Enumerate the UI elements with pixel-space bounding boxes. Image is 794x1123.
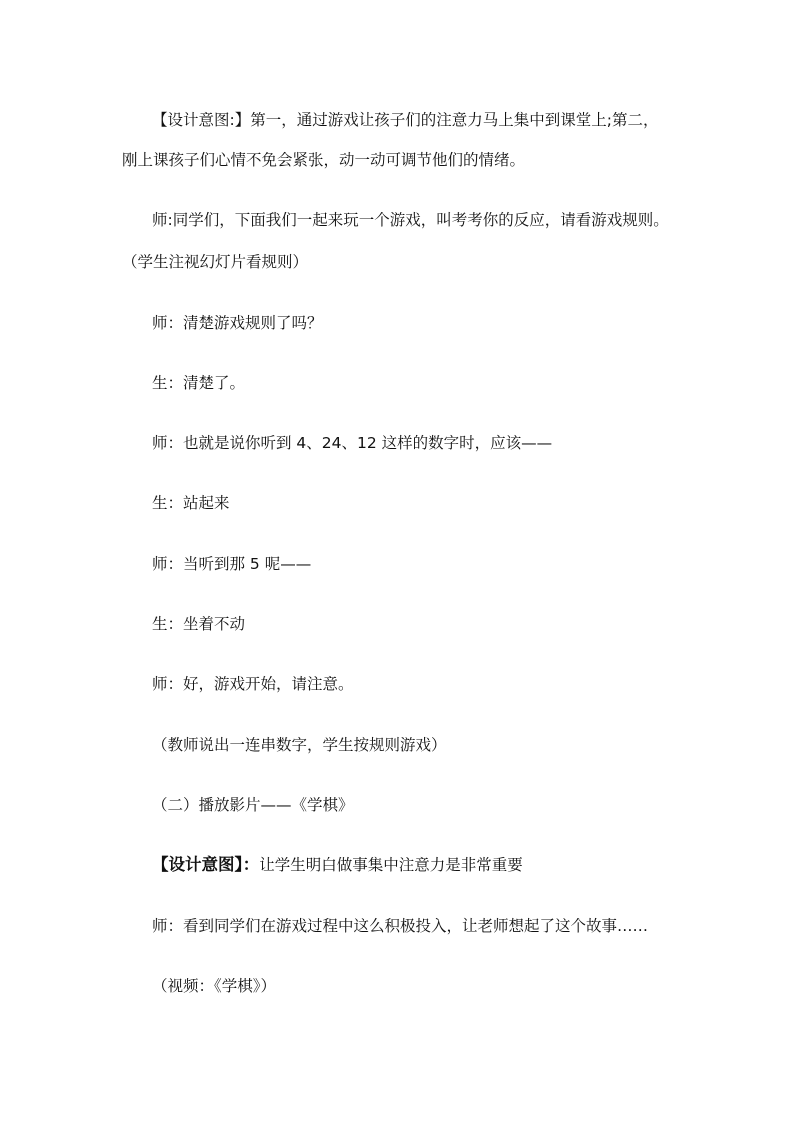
paragraph-design-intent-1: 【设计意图:】第一，通过游戏让孩子们的注意力马上集中到课堂上;第二，	[152, 111, 659, 129]
paragraph-student-answer: 生：清楚了。	[152, 374, 246, 392]
paragraph-teacher-numbers: 师：也就是说你听到 4、24、12 这样的数字时，应该——	[152, 434, 553, 452]
paragraph-teacher-story: 师：看到同学们在游戏过程中这么积极投入，让老师想起了这个故事……	[152, 917, 649, 935]
paragraph-teacher-five: 师：当听到那 5 呢——	[152, 555, 312, 573]
paragraph-design-intent-2	[152, 855, 523, 875]
paragraph-student-sit: 生：坐着不动	[152, 615, 246, 633]
paragraph-teacher-ask: 师：清楚游戏规则了吗？	[152, 314, 323, 332]
design-intent-text: 让学生明白做事集中注意力是非常重要	[259, 856, 523, 874]
paragraph-teacher-intro: 师:同学们，下面我们一起来玩一个游戏，叫考考你的反应，请看游戏规则。	[152, 211, 669, 229]
paragraph-design-intent-1-cont: 刚上课孩子们心情不免会紧张，动一动可调节他们的情绪。	[122, 151, 526, 169]
design-intent-label: 【设计意图】：	[152, 855, 260, 874]
section-heading-play-film: （二）播放影片——《学棋》	[152, 796, 354, 814]
paragraph-teacher-start: 师：好，游戏开始，请注意。	[152, 675, 354, 693]
paragraph-student-stand: 生：站起来	[152, 494, 230, 512]
paragraph-video-note: （视频：《学棋》）	[152, 977, 277, 995]
paragraph-teacher-numbers-note: （教师说出一连串数字，学生按规则游戏）	[152, 736, 447, 754]
paragraph-student-watch: （学生注视幻灯片看规则）	[122, 253, 309, 271]
